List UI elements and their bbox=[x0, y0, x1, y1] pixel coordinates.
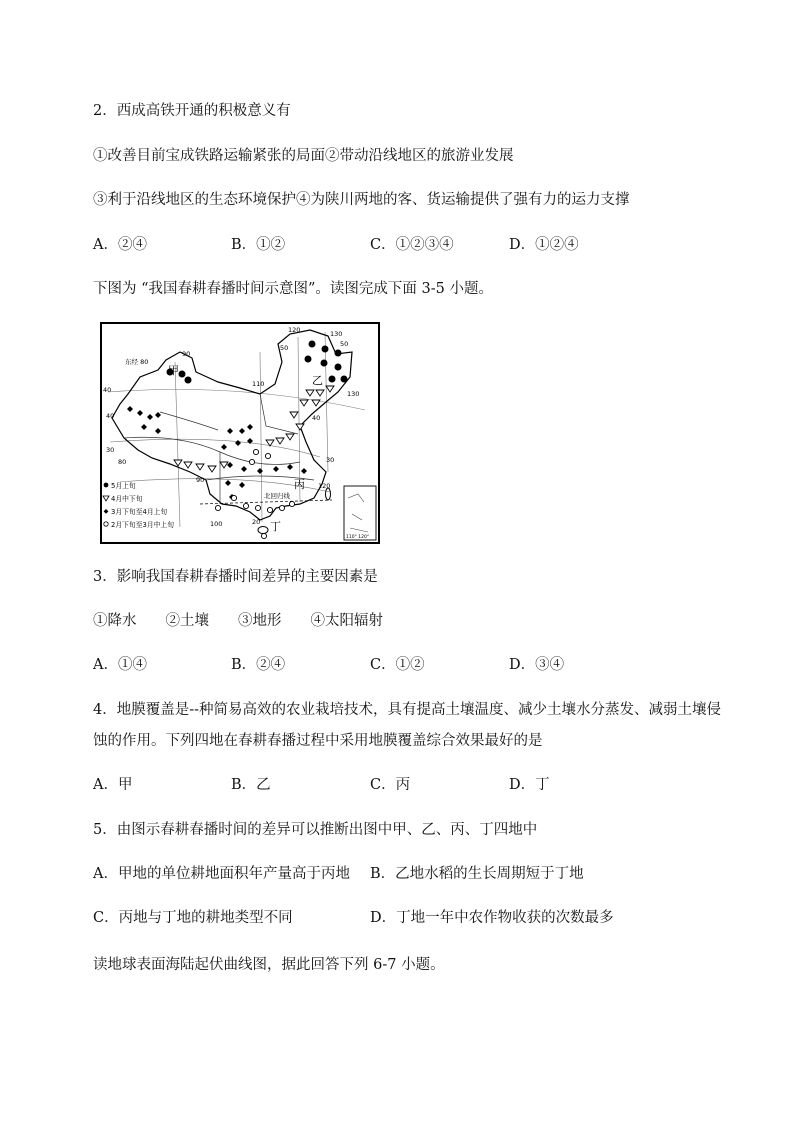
marker-feb bbox=[253, 449, 258, 454]
marker-feb bbox=[249, 459, 254, 464]
q4-option-d: D．丁 bbox=[509, 777, 550, 793]
label-lon-80: 东经 80 bbox=[125, 358, 149, 366]
marker-may bbox=[309, 341, 316, 348]
south-china-sea-inset bbox=[344, 486, 376, 540]
q2-stem: 2．西成高铁开通的积极意义有 bbox=[93, 103, 291, 119]
marker-may bbox=[341, 376, 348, 383]
q5-option-c: C．丙地与丁地的耕地类型不同 bbox=[93, 910, 293, 926]
marker-feb bbox=[255, 505, 260, 510]
marker-feb bbox=[261, 533, 266, 538]
label-lat-30: 30 bbox=[106, 446, 115, 454]
marker-may bbox=[329, 376, 336, 383]
q3-option-b: B．②④ bbox=[231, 657, 286, 673]
q4-option-b: B．乙 bbox=[231, 777, 271, 793]
label-lat-50-west: 50 bbox=[280, 344, 289, 352]
label-lon-100: 100 bbox=[210, 520, 223, 528]
label-lat-40-west: 40 bbox=[103, 386, 112, 394]
label-lon-120-south: 120 bbox=[318, 482, 331, 490]
q5-option-b: B．乙地水稻的生长周期短于丁地 bbox=[370, 866, 584, 882]
label-ding: 丁 bbox=[270, 520, 281, 533]
spring-sowing-map bbox=[100, 322, 380, 544]
legend-april: 4月中下旬 bbox=[111, 495, 143, 503]
q2-line1: ①改善目前宝成铁路运输紧张的局面②带动沿线地区的旅游业发展 bbox=[93, 148, 514, 164]
label-jia: 甲 bbox=[168, 364, 179, 377]
marker-may bbox=[335, 350, 342, 357]
marker-may bbox=[322, 346, 329, 353]
marker-feb bbox=[215, 505, 220, 510]
label-lat-40: 40 bbox=[106, 412, 115, 420]
legend-feb: 2月下旬至3月中上旬 bbox=[111, 521, 175, 529]
legend-may: 5月上旬 bbox=[111, 482, 136, 490]
marker-feb bbox=[265, 453, 270, 458]
label-lat-20: 20 bbox=[252, 518, 261, 526]
label-lat-30-east: 30 bbox=[326, 456, 335, 464]
q5-stem: 5．由图示春耕春播时间的差异可以推断出图中甲、乙、丙、丁四地中 bbox=[93, 822, 538, 838]
marker-may bbox=[305, 356, 312, 363]
label-lat-40-east: 40 bbox=[312, 414, 321, 422]
legend-march: 3月下旬至4月上旬 bbox=[111, 508, 168, 516]
marker-feb bbox=[267, 507, 272, 512]
intro-3-5: 下图为 “我国春耕春播时间示意图”。读图完成下面 3-5 小题。 bbox=[93, 281, 494, 297]
marker-feb bbox=[279, 505, 284, 510]
marker-feb bbox=[243, 503, 248, 508]
marker-may bbox=[321, 360, 328, 367]
label-lon-80-south: 80 bbox=[118, 458, 127, 466]
label-lon-90: 90 bbox=[182, 350, 191, 358]
legend-feb-symbol bbox=[104, 522, 108, 526]
q2-option-a: A．②④ bbox=[93, 237, 147, 253]
marker-may bbox=[335, 364, 342, 371]
q2-line2: ③利于沿线地区的生态环境保护④为陕川两地的客、货运输提供了强有力的运力支撑 bbox=[93, 192, 630, 208]
label-lon-130: 130 bbox=[330, 330, 343, 338]
q3-option-d: D．③④ bbox=[509, 657, 565, 673]
label-bing: 丙 bbox=[294, 478, 305, 491]
label-lon-110: 110 bbox=[252, 380, 265, 388]
marker-feb bbox=[289, 501, 294, 506]
q3-factors: ①降水 ②土壤 ③地形 ④太阳辐射 bbox=[93, 613, 383, 629]
q5-option-d: D．丁地一年中农作物收获的次数最多 bbox=[370, 910, 614, 926]
q2-option-d: D．①②④ bbox=[509, 237, 579, 253]
q4-stem-line1: 4．地膜覆盖是--种简易高效的农业栽培技术，具有提高土壤温度、减少土壤水分蒸发、减弱土壤侵 bbox=[93, 702, 722, 718]
q2-option-b: B．①② bbox=[231, 237, 286, 253]
legend-may-symbol bbox=[104, 483, 109, 488]
label-lat-50: 50 bbox=[340, 340, 349, 348]
intro-6-7: 读地球表面海陆起伏曲线图，据此回答下列 6-7 小题。 bbox=[93, 957, 445, 973]
label-lon-130-east: 130 bbox=[347, 390, 360, 398]
q2-option-c: C．①②③④ bbox=[370, 237, 454, 253]
marker-may bbox=[185, 377, 192, 384]
label-lon-90-south: 90 bbox=[196, 476, 205, 484]
marker-may bbox=[179, 371, 186, 378]
marker-feb bbox=[231, 495, 236, 500]
q4-stem-line2: 蚀的作用。下列四地在春耕春播过程中采用地膜覆盖综合效果最好的是 bbox=[93, 733, 543, 749]
label-tropic: 北回归线 bbox=[264, 492, 290, 500]
q5-option-a: A．甲地的单位耕地面积年产量高于丙地 bbox=[93, 866, 350, 882]
q4-option-a: A．甲 bbox=[93, 777, 133, 793]
q3-option-c: C．①② bbox=[370, 657, 425, 673]
q3-stem: 3．影响我国春耕春播时间差异的主要因素是 bbox=[93, 569, 378, 585]
label-yi: 乙 bbox=[312, 374, 323, 387]
q4-option-c: C．丙 bbox=[370, 777, 411, 793]
q3-option-a: A．①④ bbox=[93, 657, 147, 673]
label-lon-120: 120 bbox=[288, 326, 301, 334]
inset-label: 110° 120° bbox=[346, 535, 370, 540]
